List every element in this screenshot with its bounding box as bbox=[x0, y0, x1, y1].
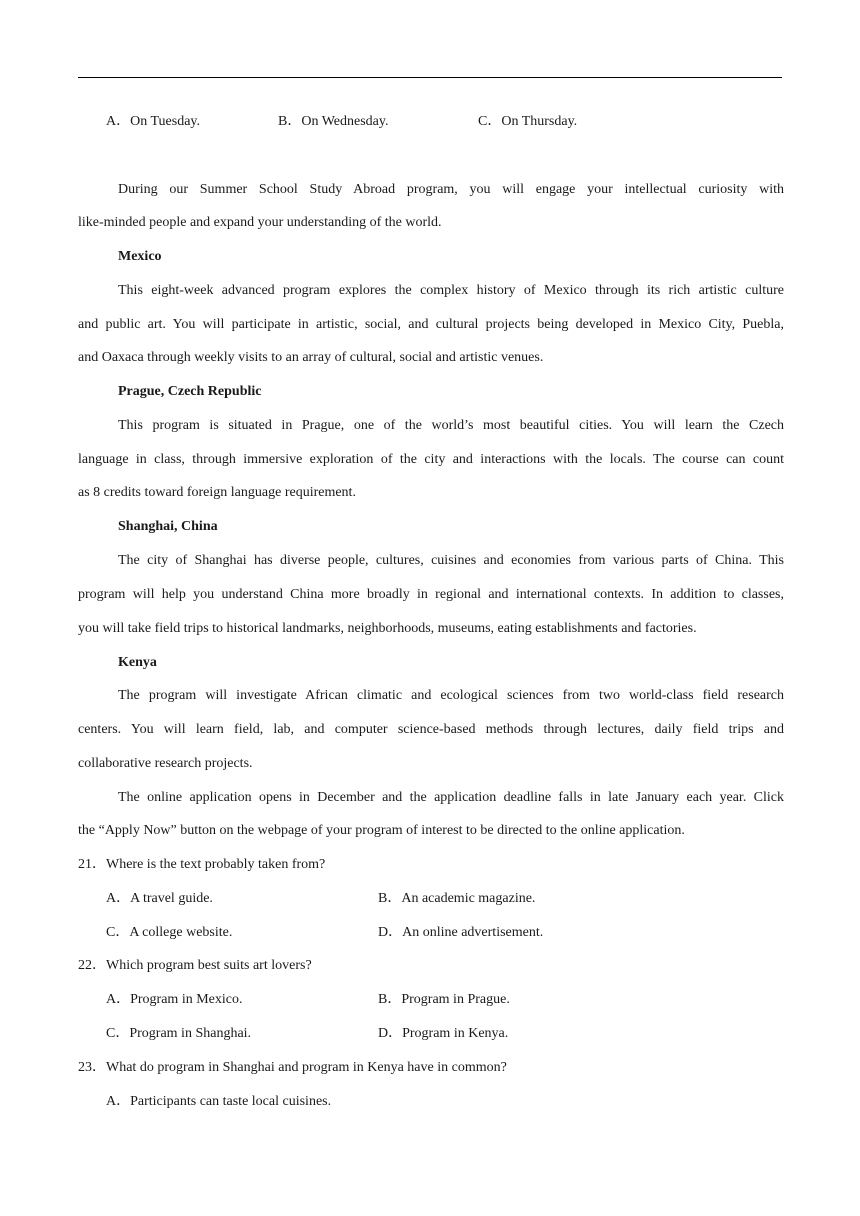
shanghai-line-3: you will take field trips to historical landmarks, neighborhoods, museums, eating establishments and factories. bbox=[78, 621, 697, 636]
q21-option-d: D．An online advertisement. bbox=[378, 925, 544, 940]
mexico-line-1: This eight-week advanced program explores the complex history of Mexico through its rich artistic culture bbox=[118, 283, 784, 298]
kenya-line-2: centers. You will learn field, lab, and computer science-based methods through lectures, daily field trips and bbox=[78, 722, 784, 737]
q23-option-a: A．Participants can taste local cuisines. bbox=[106, 1094, 332, 1109]
shanghai-line-2: program will help you understand China more broadly in regional and international contexts. In addition to classes, bbox=[78, 587, 784, 602]
option-c: C．On Thursday. bbox=[478, 114, 578, 129]
prague-line-1: This program is situated in Prague, one of the world’s most beautiful cities. You will learn the Czech bbox=[118, 418, 784, 433]
section-heading-prague: Prague, Czech Republic bbox=[118, 384, 262, 399]
question-21: 21．Where is the text probably taken from? bbox=[78, 857, 326, 872]
section-heading-kenya: Kenya bbox=[118, 655, 157, 670]
q22-option-c: C．Program in Shanghai. bbox=[106, 1026, 252, 1041]
closing-line-2: the “Apply Now” button on the webpage of your program of interest to be directed to the online application. bbox=[78, 823, 685, 838]
option-b: B．On Wednesday. bbox=[278, 114, 389, 129]
q22-option-a: A．Program in Mexico. bbox=[106, 992, 243, 1007]
q21-option-b: B．An academic magazine. bbox=[378, 891, 536, 906]
kenya-line-1: The program will investigate African climatic and ecological sciences from two world-class field research bbox=[118, 688, 784, 703]
q22-option-d: D．Program in Kenya. bbox=[378, 1026, 509, 1041]
section-heading-mexico: Mexico bbox=[118, 249, 162, 264]
q22-option-b: B．Program in Prague. bbox=[378, 992, 510, 1007]
mexico-line-2: and public art. You will participate in artistic, social, and cultural projects being developed in Mexico City, Puebla, bbox=[78, 317, 784, 332]
question-23: 23．What do program in Shanghai and program in Kenya have in common? bbox=[78, 1060, 507, 1075]
question-22: 22．Which program best suits art lovers? bbox=[78, 958, 312, 973]
intro-line-2: like-minded people and expand your understanding of the world. bbox=[78, 215, 442, 230]
option-a: A．On Tuesday. bbox=[106, 114, 200, 129]
shanghai-line-1: The city of Shanghai has diverse people, cultures, cuisines and economies from various parts of China. This bbox=[118, 553, 784, 568]
section-heading-shanghai: Shanghai, China bbox=[118, 519, 218, 534]
q21-option-c: C．A college website. bbox=[106, 925, 233, 940]
header-rule bbox=[78, 77, 782, 78]
closing-line-1: The online application opens in December and the application deadline falls in late January each year. Click bbox=[118, 790, 784, 805]
mexico-line-3: and Oaxaca through weekly visits to an array of cultural, social and artistic venues. bbox=[78, 350, 544, 365]
intro-line-1: During our Summer School Study Abroad program, you will engage your intellectual curiosity with bbox=[118, 182, 784, 197]
q21-option-a: A．A travel guide. bbox=[106, 891, 213, 906]
prague-line-3: as 8 credits toward foreign language requirement. bbox=[78, 485, 356, 500]
prague-line-2: language in class, through immersive exploration of the city and interactions with the locals. The course can count bbox=[78, 452, 784, 467]
kenya-line-3: collaborative research projects. bbox=[78, 756, 253, 771]
